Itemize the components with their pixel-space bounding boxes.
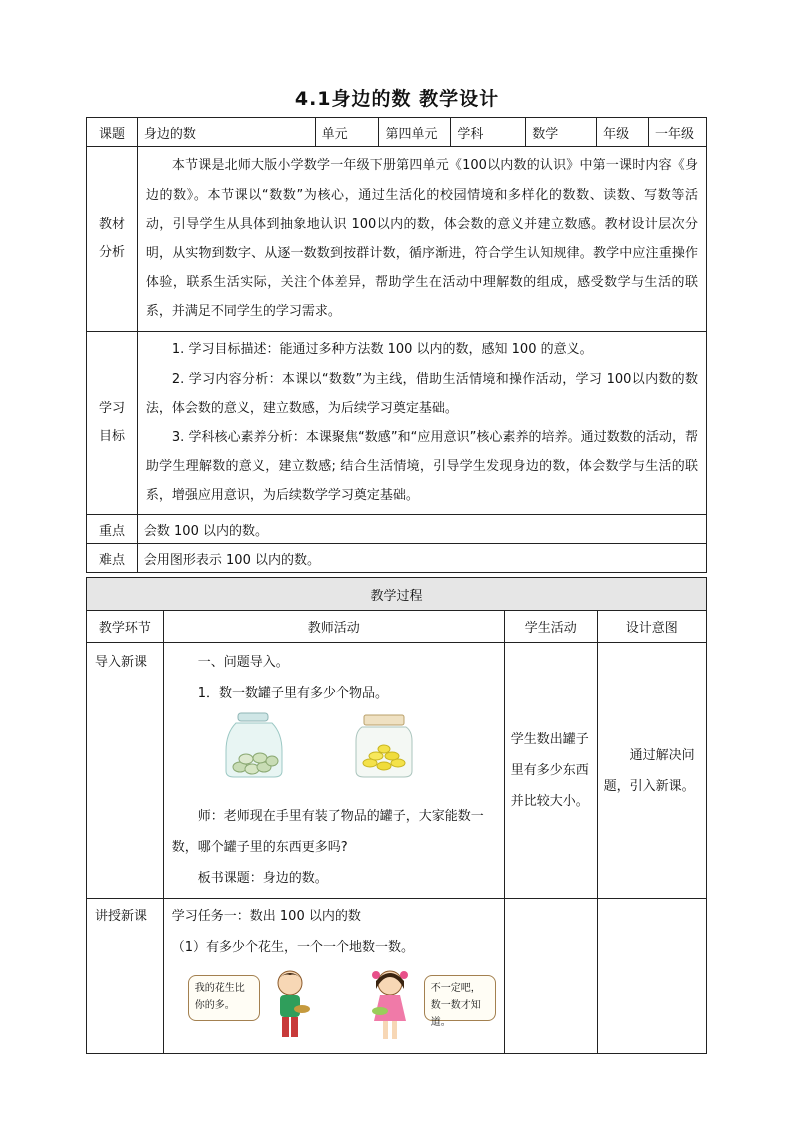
bubble-right: 不一定吧，数一数才知道。 — [424, 975, 496, 1021]
girl-figure — [366, 967, 414, 1047]
goals-label-line2: 目标 — [98, 429, 125, 444]
intro-line-3: 师：老师现在手里有装了物品的罐子，大家能数一数，哪个罐子里的东西更多吗? — [171, 809, 484, 855]
difficult-point-label: 难点 — [87, 544, 138, 573]
subject-label: 学科 — [451, 118, 526, 147]
boy-figure — [266, 967, 314, 1047]
dialog-illustration — [172, 963, 496, 1049]
col-header-teacher: 教师活动 — [163, 611, 504, 643]
intro-line-2: 1．数一数罐子里有多少个物品。 — [197, 686, 389, 701]
intro-line-1: 一、问题导入。 — [197, 655, 289, 670]
jar-images — [172, 709, 496, 785]
goals-label — [87, 332, 138, 515]
unit-value: 第四单元 — [379, 118, 451, 147]
course-value: 身边的数 — [137, 118, 315, 147]
analysis-text-cell — [137, 147, 706, 332]
difficult-point-text: 会用图形表示 100 以内的数。 — [137, 544, 706, 573]
col-header-student: 学生活动 — [504, 611, 597, 643]
subject-value: 数学 — [526, 118, 597, 147]
goals-cell — [137, 332, 706, 515]
intent-new — [597, 899, 706, 1054]
jar-left-image — [218, 711, 290, 781]
bubble-left: 我的花生比你的多。 — [188, 975, 260, 1021]
col-header-stage: 教学环节 — [87, 611, 164, 643]
col-header-intent: 设计意图 — [597, 611, 706, 643]
analysis-text: 本节课是北师大版小学数学一年级下册第四单元《100以内数的认识》中第一课时内容《身边的数》。本节课以“数数”为核心，通过生活化的校园情境和多样化的数数、读数、写数等活动，引导学生从具体到抽象地认识 100以内的数，体会数的意义并建立数感。教材设计层次分明，从实物到数字、从逐一数数到按群计数，循序渐进，符合学生认知规律。教学中应注重操作体验，联系生活实际，关注个体差异，帮助学生在活动中理解数的组成，感受数学与生活的联系，并满足不同学生的学习需求。 — [145, 158, 698, 320]
teacher-intro — [163, 643, 504, 899]
process-table — [86, 577, 707, 1054]
unit-label: 单元 — [315, 118, 379, 147]
grade-value: 一年级 — [649, 118, 707, 147]
analysis-label-line2: 分析 — [98, 245, 125, 260]
goal-item-3: 3. 学科核心素养分析：本课聚焦“数感”和“应用意识”核心素养的培养。通过数数的活动，帮助学生理解数的意义，建立数感; 结合生活情境，引导学生发现身边的数，体会数学与生活的联系，增强应用意识，为后续数学学习奠定基础。 — [145, 430, 698, 504]
course-label: 课题 — [87, 118, 138, 147]
goal-item-2: 2. 学习内容分析：本课以“数数”为主线，借助生活情境和操作活动，学习 100以内数的数法，体会数的意义，建立数感，为后续学习奠定基础。 — [145, 371, 698, 416]
key-point-label: 重点 — [87, 515, 138, 544]
teacher-new — [163, 899, 504, 1054]
analysis-label-line1: 教材 — [98, 217, 125, 232]
analysis-label — [87, 147, 138, 332]
intent-intro: 通过解决问题，引入新课。 — [597, 643, 706, 899]
goal-item-1: 1. 学习目标描述：能通过多种方法数 100 以内的数，感知 100 的意义。 — [171, 342, 593, 358]
new-line-2: （1）有多少个花生，一个一个地数一数。 — [171, 940, 415, 955]
grade-label: 年级 — [597, 118, 649, 147]
key-point-text: 会数 100 以内的数。 — [137, 515, 706, 544]
goals-label-line1: 学习 — [98, 401, 125, 416]
intro-line-4: 板书课题：身边的数。 — [197, 871, 328, 886]
stage-new: 讲授新课 — [87, 899, 164, 1054]
page-title: 4.1身边的数 教学设计 — [294, 88, 500, 110]
info-table — [86, 117, 707, 573]
new-line-1: 学习任务一：数出 100 以内的数 — [171, 909, 361, 924]
process-heading: 教学过程 — [87, 578, 707, 611]
student-new — [504, 899, 597, 1054]
jar-right-image — [352, 711, 416, 781]
student-intro: 学生数出罐子里有多少东西并比较大小。 — [504, 643, 597, 899]
stage-intro: 导入新课 — [87, 643, 164, 899]
